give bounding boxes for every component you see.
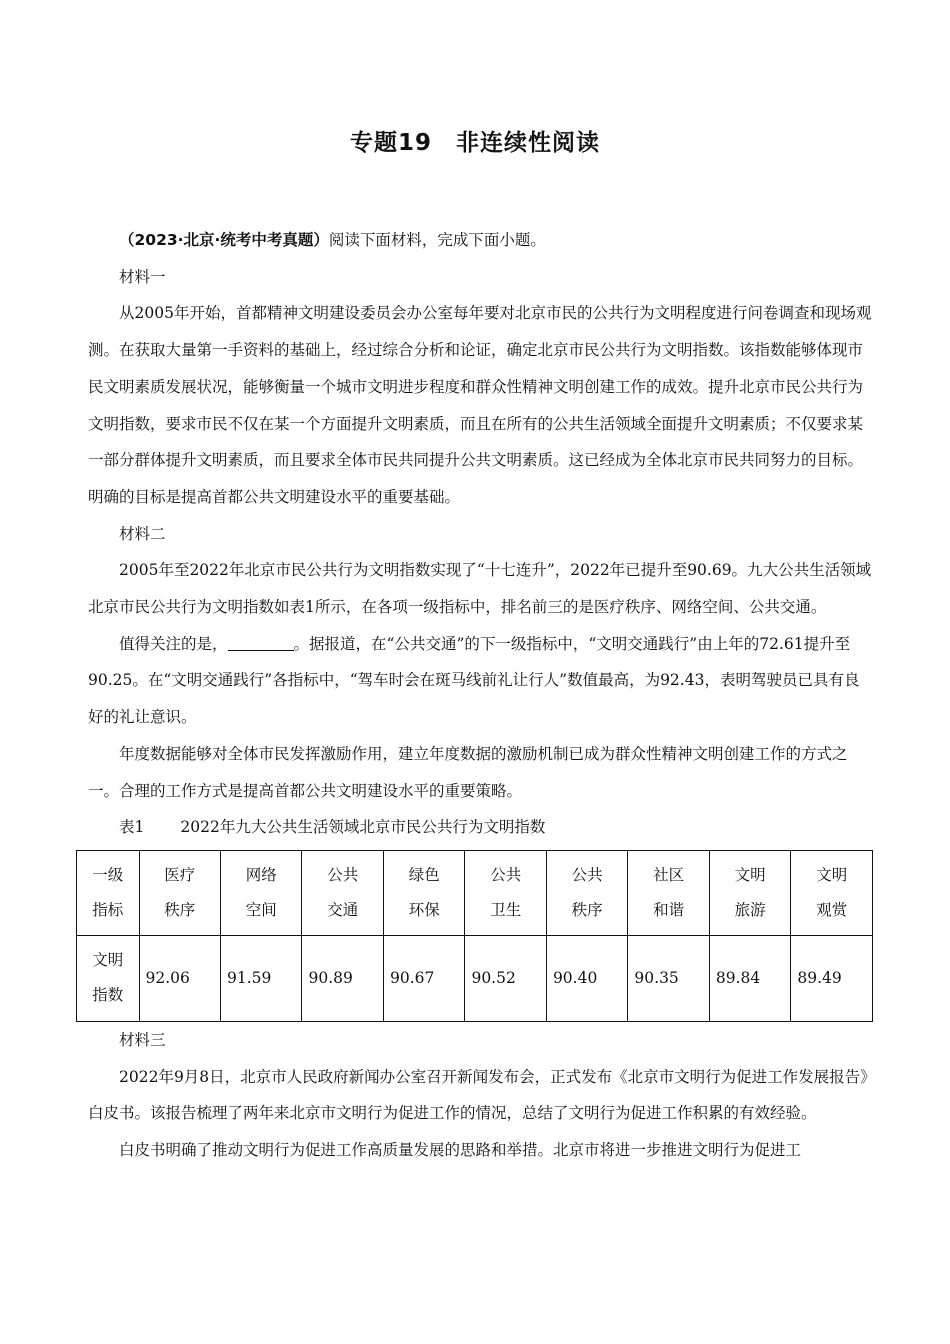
table-column-header: 文明 旅游 [709, 850, 790, 935]
table-cell: 90.67 [383, 935, 464, 1021]
table-header-row [77, 850, 873, 935]
material-2-paragraph-3: 年度数据能够对全体市民发挥激励作用，建立年度数据的激励机制已成为群众性精神文明创建工作的方式之一。合理的工作方式是提高首都公共文明建设水平的重要策略。 [88, 744, 848, 800]
fill-in-blank [228, 636, 294, 651]
table-column-header: 公共 交通 [302, 850, 383, 935]
question-instruction: 阅读下面材料，完成下面小题。 [328, 231, 546, 249]
material-2-paragraph-2: 值得关注的是， 。据报道，在“公共交通”的下一级指标中，“文明交通践行”由上年的72.61提升至90.25。在“文明交通践行”各指标中，“驾车时会在斑马线前礼让行人”数值最高，为92.43，表明驾驶员已具有良好的礼让意识。 [88, 634, 860, 727]
table-cell: 90.35 [628, 935, 709, 1021]
table-row-header-index: 文明 指数 [77, 935, 140, 1021]
table-column-header: 公共 秩序 [546, 850, 627, 935]
material-3-paragraph-2: 白皮书明确了推动文明行为促进工作高质量发展的思路和举措。北京市将进一步推进文明行为促进工 [119, 1141, 802, 1160]
material-2-paragraph-1: 2005年至2022年北京市民公共行为文明指数实现了“十七连升”，2022年已提升至90.69。九大公共生活领域北京市民公共行为文明指数如表1所示，在各项一级指标中，排名前三的是医疗秩序、网络空间、公共交通。 [88, 561, 872, 617]
material-3-paragraph-1: 2022年9月8日，北京市人民政府新闻办公室召开新闻发布会，正式发布《北京市文明行为促进工作发展报告》白皮书。该报告梳理了两年来北京市文明行为促进工作的情况，总结了文明行为促进工作积累的有效经验。 [88, 1067, 868, 1123]
material-1-paragraph: 从2005年开始，首都精神文明建设委员会办公室每年要对北京市民的公共行为文明程度进行问卷调查和现场观测。在获取大量第一手资料的基础上，经过综合分析和论证，确定北京市民公共行为文明指数。该指数能够体现市民文明素质发展状况，能够衡量一个城市文明进步程度和群众性精神文明创建工作的成效。提升北京市民公共行为文明指数，要求市民不仅在某一个方面提升文明素质，而且在所有的公共生活领域全面提升文明素质；不仅要求某一部分群体提升文明素质，而且要求全体市民共同提升公共文明素质。这已经成为全体北京市民共同努力的目标。明确的目标是提高首都公共文明建设水平的重要基础。 [88, 304, 872, 506]
question-intro [88, 222, 872, 259]
table-cell: 91.59 [221, 935, 302, 1021]
table-cell: 89.84 [709, 935, 790, 1021]
table-column-header: 医疗 秩序 [139, 850, 220, 935]
table-caption [88, 809, 872, 846]
question-source: （2023·北京·统考中考真题） [119, 231, 329, 249]
material-3-heading: 材料三 [119, 1030, 166, 1049]
material-1-heading: 材料一 [119, 267, 166, 286]
table-cell: 90.40 [546, 935, 627, 1021]
page-title [0, 124, 950, 157]
table-cell: 92.06 [139, 935, 220, 1021]
document-body [88, 222, 872, 1169]
table-cell: 90.52 [465, 935, 546, 1021]
table-cell: 90.89 [302, 935, 383, 1021]
table-column-header: 网络 空间 [221, 850, 302, 935]
table-row-header-indicator: 一级 指标 [77, 850, 140, 935]
civility-index-table [76, 850, 873, 1022]
table-value-row [77, 935, 873, 1021]
title-topic-name: 非连续性阅读 [456, 130, 600, 156]
table-column-header: 文明 观赏 [791, 850, 873, 935]
material-2-heading: 材料二 [119, 524, 166, 543]
table-cell: 89.49 [791, 935, 873, 1021]
table-column-header: 社区 和谐 [628, 850, 709, 935]
table-caption-label: 表1 [119, 818, 145, 837]
table-column-header: 绿色 环保 [383, 850, 464, 935]
title-topic-number: 专题19 [349, 130, 432, 156]
table-column-header: 公共 卫生 [465, 850, 546, 935]
table-caption-text: 2022年九大公共生活领域北京市民公共行为文明指数 [180, 818, 546, 837]
